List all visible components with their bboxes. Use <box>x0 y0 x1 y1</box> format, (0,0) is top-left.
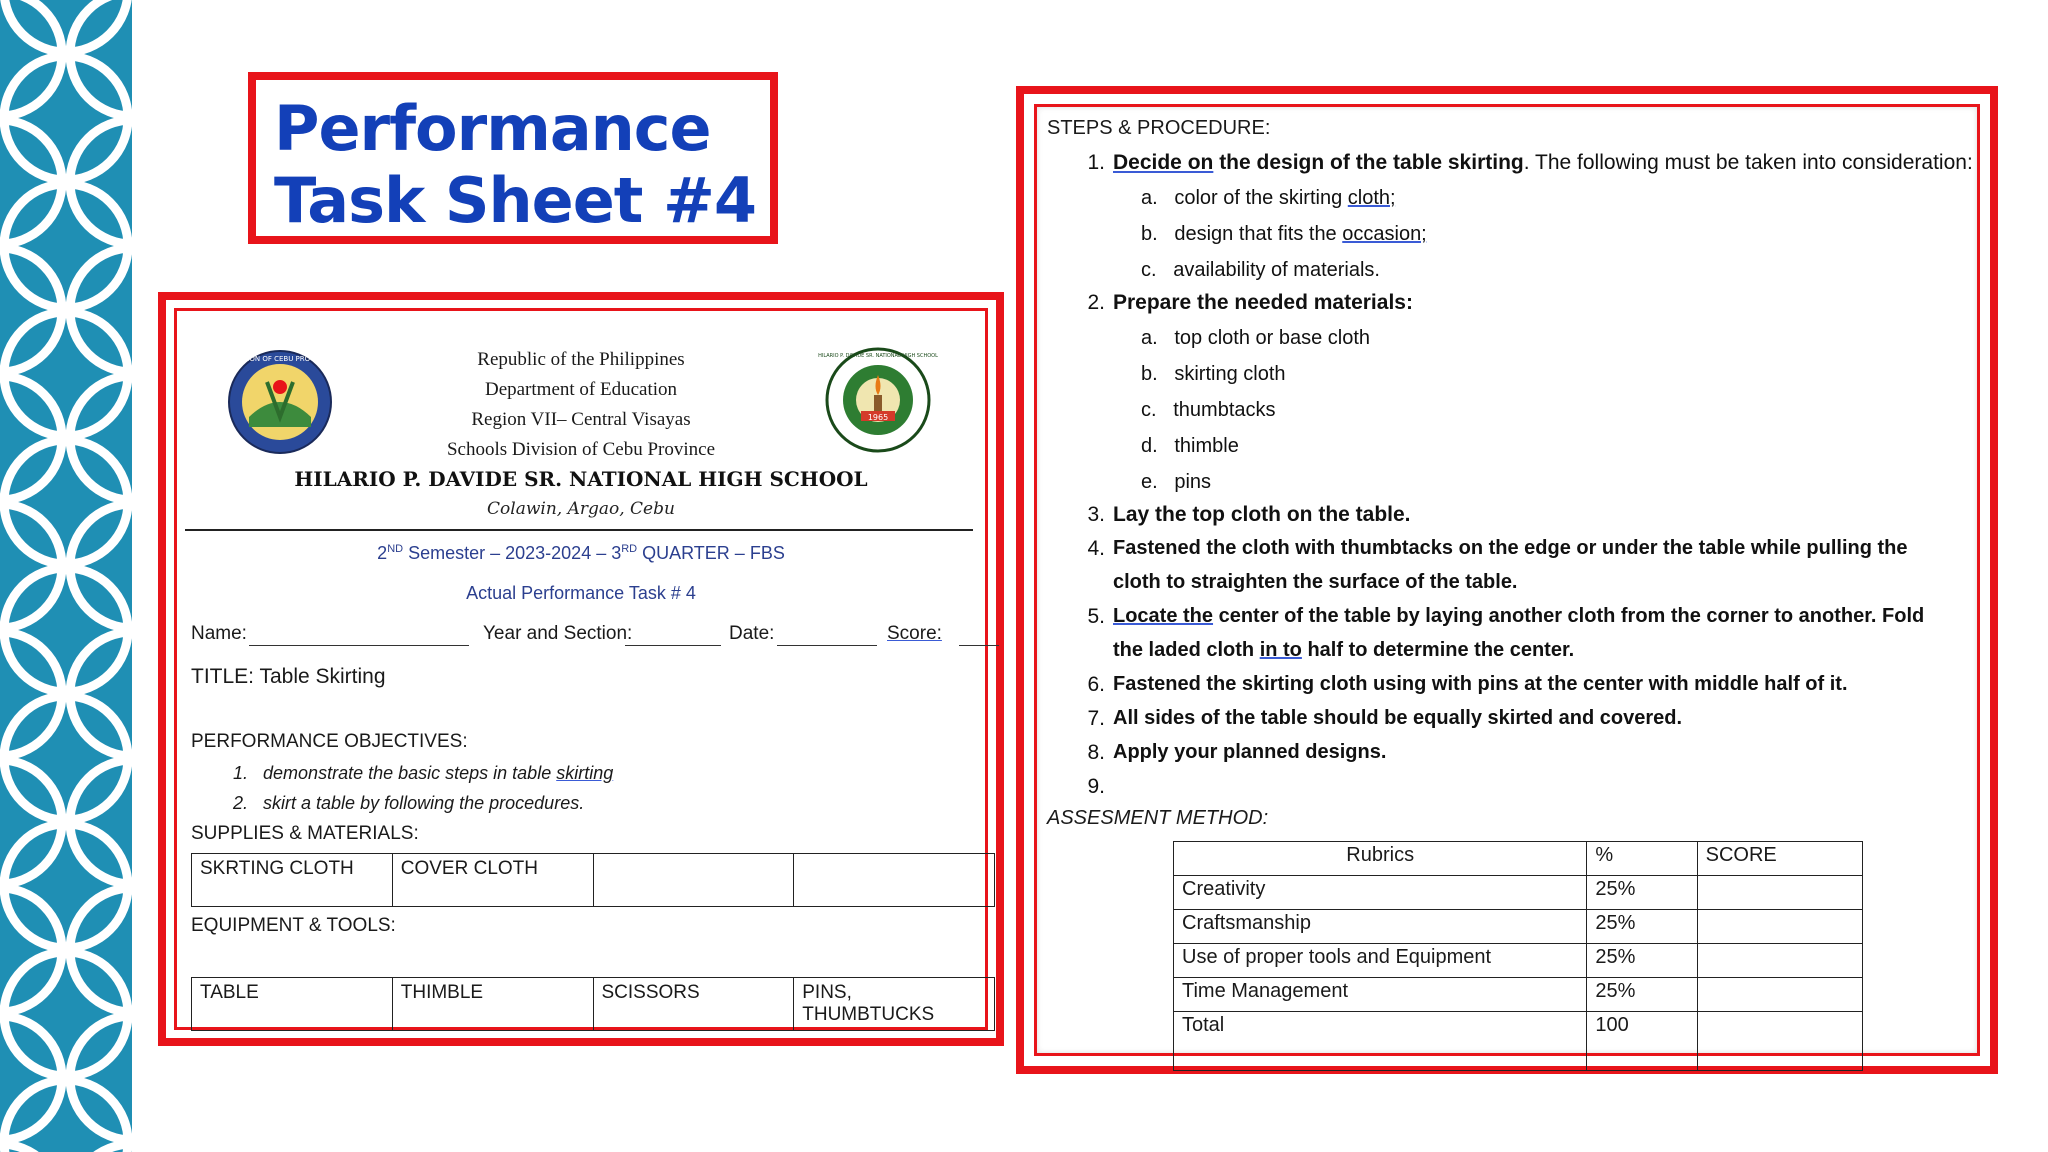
table-cell: 25% <box>1587 978 1697 1012</box>
step-2-sub-item: d. thimble <box>1141 435 1239 457</box>
table-cell <box>1697 1012 1862 1071</box>
step-1-sub-item: c. availability of materials. <box>1141 259 1380 281</box>
task-title: TITLE: Table Skirting <box>191 665 386 688</box>
slide-title-line1: Performance <box>274 92 711 165</box>
table-cell: SCISSORS <box>593 978 794 1031</box>
assessment-heading: ASSESMENT METHOD: <box>1047 807 1269 829</box>
step-2-sub-item: c. thumbtacks <box>1141 399 1276 421</box>
school-name: HILARIO P. DAVIDE SR. NATIONAL HIGH SCHOOL <box>294 467 868 491</box>
table-cell <box>1697 978 1862 1012</box>
table-cell <box>1697 944 1862 978</box>
table-cell: Craftsmanship <box>1174 910 1587 944</box>
table-row <box>192 854 995 907</box>
step-number: 4. <box>1087 537 1105 560</box>
table-cell <box>794 854 995 907</box>
school-seal-year: 1965 <box>867 413 889 422</box>
step-2: Prepare the needed materials: <box>1113 291 1413 314</box>
step-number: 1. <box>1087 151 1105 174</box>
semester-line: 2ND Semester – 2023-2024 – 3RD QUARTER – FBS <box>377 543 785 563</box>
step-number: 3. <box>1087 503 1105 526</box>
table-cell: THIMBLE <box>392 978 593 1031</box>
table-row <box>1174 944 1863 978</box>
date-label: Date: <box>729 623 775 644</box>
table-cell: Time Management <box>1174 978 1587 1012</box>
rubrics-table <box>1173 841 1863 1071</box>
step-1-sub-item: a. color of the skirting cloth; <box>1141 187 1396 209</box>
step-7: All sides of the table should be equally skirted and covered. <box>1113 707 1683 729</box>
table-cell: COVER CLOTH <box>392 854 593 907</box>
year-section-label: Year and Section: <box>483 623 633 644</box>
header-divider <box>185 529 973 531</box>
header-division: Schools Division of Cebu Province <box>446 439 716 460</box>
table-row <box>192 978 995 1031</box>
step-2-sub-item: e. pins <box>1141 471 1212 493</box>
score-blank[interactable] <box>959 645 999 646</box>
header-region: Region VII– Central Visayas <box>471 409 691 430</box>
table-cell <box>1697 910 1862 944</box>
procedure-frame <box>1016 86 1998 1074</box>
division-seal-text: DIVISION OF CEBU PROVINCE <box>228 355 332 363</box>
table-cell: PINS, THUMBTUCKS <box>794 978 995 1031</box>
step-1: Decide on the design of the table skirting. The following must be taken into consideration: <box>1113 151 1973 174</box>
table-cell: 25% <box>1587 876 1697 910</box>
table-row <box>1174 1012 1863 1071</box>
school-location: Colawin, Argao, Cebu <box>487 499 675 519</box>
task-label: Actual Performance Task # 4 <box>466 583 696 603</box>
table-cell <box>593 854 794 907</box>
step-5-line-2: the laded cloth in to half to determine the center. <box>1113 639 1575 661</box>
equipment-table <box>191 977 995 1031</box>
slide-title-line2: Task Sheet #4 <box>274 164 757 237</box>
step-4-line-1: Fastened the cloth with thumbtacks on the edge or under the table while pulling the <box>1113 537 1908 559</box>
step-8: Apply your planned designs. <box>1113 741 1387 763</box>
table-header-cell: % <box>1587 842 1697 876</box>
step-number: 7. <box>1087 707 1105 730</box>
supplies-table <box>191 853 995 907</box>
step-2-sub-item: b. skirting cloth <box>1141 363 1286 385</box>
table-row <box>1174 842 1863 876</box>
year-section-blank[interactable] <box>625 645 721 646</box>
table-cell: SKRTING CLOTH <box>192 854 393 907</box>
step-3: Lay the top cloth on the table. <box>1113 503 1411 526</box>
procedure-document <box>1034 104 1980 1056</box>
decorative-side-pattern <box>0 0 132 1152</box>
step-4-line-2: cloth to straighten the surface of the table. <box>1113 571 1518 593</box>
header-department: Department of Education <box>484 379 678 400</box>
objective-item: 1. demonstrate the basic steps in table skirting <box>233 763 614 783</box>
slide-title-box <box>248 72 778 244</box>
table-cell: Creativity <box>1174 876 1587 910</box>
name-label: Name: <box>191 623 247 644</box>
step-2-sub-item: a. top cloth or base cloth <box>1141 327 1371 349</box>
step-5-line-1: Locate the center of the table by laying another cloth from the corner to another. Fold <box>1113 605 1925 627</box>
date-blank[interactable] <box>777 645 877 646</box>
step-6: Fastened the skirting cloth using with pins at the center with middle half of it. <box>1113 673 1848 695</box>
table-cell <box>1697 876 1862 910</box>
step-number: 5. <box>1087 605 1105 628</box>
objective-item: 2. skirt a table by following the procedures. <box>233 793 585 813</box>
equipment-heading: EQUIPMENT & TOOLS: <box>191 915 396 936</box>
table-cell: 100 <box>1587 1012 1697 1071</box>
step-number: 2. <box>1087 291 1105 314</box>
step-number: 6. <box>1087 673 1105 696</box>
table-row <box>1174 978 1863 1012</box>
score-label: Score: <box>887 623 942 644</box>
steps-heading: STEPS & PROCEDURE: <box>1047 117 1271 139</box>
task-sheet-frame <box>158 292 1004 1046</box>
table-cell: Total <box>1174 1012 1587 1071</box>
school-seal-text: HILARIO P. DAVIDE SR. NATIONAL HIGH SCHOOL <box>818 353 938 359</box>
table-cell: 25% <box>1587 944 1697 978</box>
header-republic: Republic of the Philippines <box>477 349 685 370</box>
step-1-sub-item: b. design that fits the occasion; <box>1141 223 1427 245</box>
task-sheet-document <box>174 308 988 1030</box>
step-number: 9. <box>1087 775 1105 798</box>
table-cell: 25% <box>1587 910 1697 944</box>
table-cell: TABLE <box>192 978 393 1031</box>
table-row <box>1174 910 1863 944</box>
name-blank[interactable] <box>249 645 469 646</box>
table-header-cell: Rubrics <box>1174 842 1587 876</box>
table-cell: Use of proper tools and Equipment <box>1174 944 1587 978</box>
objectives-heading: PERFORMANCE OBJECTIVES: <box>191 731 468 752</box>
table-row <box>1174 876 1863 910</box>
step-number: 8. <box>1087 741 1105 764</box>
table-header-cell: SCORE <box>1697 842 1862 876</box>
supplies-heading: SUPPLIES & MATERIALS: <box>191 823 419 844</box>
